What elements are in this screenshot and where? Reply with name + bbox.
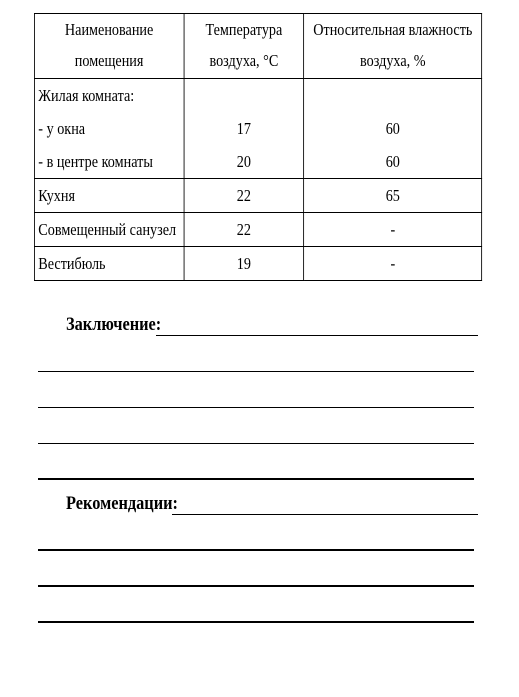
kitchen-humidity: 65 — [304, 179, 482, 213]
header-room-line1: Наименование — [64, 20, 154, 39]
living-room-center-temperature: 20 — [236, 152, 251, 171]
recommendations-line-4[interactable] — [38, 621, 474, 623]
living-room-center-name: - в центре комнаты — [38, 152, 153, 171]
living-room-label: Жилая комната: — [38, 86, 135, 105]
living-room-temperatures — [184, 79, 304, 179]
recommendations-label: Рекомендации: — [66, 493, 179, 514]
recommendations-line-3[interactable] — [38, 585, 474, 587]
table-row-living-room — [34, 79, 481, 179]
living-room-humidity-spacer — [308, 79, 478, 112]
living-room-window-humidity: 60 — [385, 119, 400, 138]
header-room — [34, 14, 183, 79]
vestibule-humidity: - — [304, 247, 482, 281]
bathroom-humidity: - — [304, 213, 482, 247]
recommendations-line-1[interactable] — [172, 514, 478, 515]
header-humidity-line2: воздуха, % — [360, 51, 426, 70]
vestibule-name: Вестибюль — [34, 247, 183, 281]
living-room-center-humidity: 60 — [385, 152, 400, 171]
header-temperature-line1: Температура — [205, 20, 283, 39]
header-room-line2: помещения — [74, 51, 144, 70]
vestibule-temperature: 19 — [184, 247, 304, 281]
living-room-window-temperature: 17 — [236, 119, 251, 138]
header-humidity-line1: Относительная влажность — [313, 20, 473, 39]
living-room-humidities — [304, 79, 482, 179]
measurements-table — [34, 13, 482, 281]
living-room-names — [34, 79, 183, 179]
header-temperature-line2: воздуха, °С — [209, 51, 279, 70]
conclusion-line-4[interactable] — [38, 443, 474, 444]
header-temperature — [184, 14, 304, 79]
header-humidity — [304, 14, 482, 79]
kitchen-temperature: 22 — [184, 179, 304, 213]
conclusion-line-1[interactable] — [156, 335, 478, 336]
table-row-vestibule — [34, 247, 481, 281]
table-row-kitchen — [34, 179, 481, 213]
conclusion-line-3[interactable] — [38, 407, 474, 408]
bathroom-name: Совмещенный санузел — [34, 213, 183, 247]
table-row-bathroom — [34, 213, 481, 247]
recommendations-line-2[interactable] — [38, 549, 474, 551]
living-room-window-name: - у окна — [38, 119, 86, 138]
bathroom-temperature: 22 — [184, 213, 304, 247]
conclusion-line-5[interactable] — [38, 478, 474, 480]
table-header-row — [34, 14, 481, 79]
kitchen-name: Кухня — [34, 179, 183, 213]
living-room-temperature-spacer — [188, 79, 300, 112]
conclusion-label: Заключение: — [66, 314, 162, 335]
conclusion-line-2[interactable] — [38, 371, 474, 372]
